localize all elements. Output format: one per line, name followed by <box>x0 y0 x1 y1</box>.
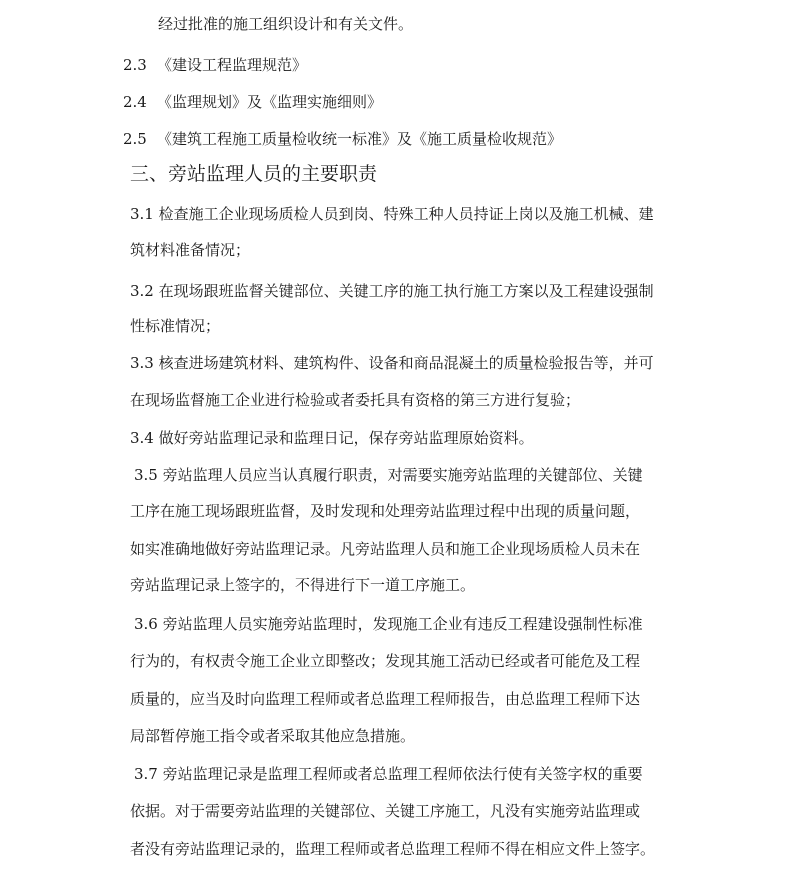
duty-line: 3.6 旁站监理人员实施旁站监理时，发现施工企业有违反工程建设强制性标准 <box>134 615 643 633</box>
duty-line: 3.4 做好旁站监理记录和监理日记，保存旁站监理原始资料。 <box>130 429 534 447</box>
duty-line: 3.1 检查施工企业现场质检人员到岗、特殊工种人员持证上岗以及施工机械、建 <box>130 205 654 223</box>
duty-line: 行为的，有权责令施工企业立即整改；发现其施工活动已经或者可能危及工程 <box>130 652 641 670</box>
duty-line: 如实准确地做好旁站监理记录。凡旁站监理人员和施工企业现场质检人员未在 <box>130 540 641 558</box>
duty-line: 质量的，应当及时向监理工程师或者总监理工程师报告，由总监理工程师下达 <box>130 690 641 708</box>
reference-text: 《建设工程监理规范》 <box>157 56 308 74</box>
reference-item <box>123 129 562 149</box>
reference-item <box>123 92 382 112</box>
reference-text: 《建筑工程施工质量检收统一标准》及《施工质量检收规范》 <box>157 130 563 148</box>
reference-number: 2.4 <box>123 93 147 111</box>
duty-line: 局部暂停施工指令或者采取其他应急措施。 <box>130 727 416 745</box>
intro-continuation: 经过批准的施工组织设计和有关文件。 <box>158 15 414 33</box>
reference-number: 2.5 <box>123 130 147 148</box>
duty-line: 3.7 旁站监理记录是监理工程师或者总监理工程师依法行使有关签字权的重要 <box>134 765 643 783</box>
duty-line: 3.3 核查进场建筑材料、建筑构件、设备和商品混凝土的质量检验报告等，并可 <box>130 354 654 372</box>
duty-line: 依据。对于需要旁站监理的关键部位、关键工序施工，凡没有实施旁站监理或 <box>130 802 641 820</box>
section-heading: 三、旁站监理人员的主要职责 <box>130 163 378 185</box>
reference-text: 《监理规划》及《监理实施细则》 <box>157 93 383 111</box>
reference-number: 2.3 <box>123 56 147 74</box>
duty-line: 旁站监理记录上签字的，不得进行下一道工序施工。 <box>130 576 476 594</box>
duty-line: 性标准情况； <box>130 317 221 335</box>
duty-line: 3.2 在现场跟班监督关键部位、关键工序的施工执行施工方案以及工程建设强制 <box>130 282 654 300</box>
duty-line: 在现场监督施工企业进行检验或者委托具有资格的第三方进行复验； <box>130 391 581 409</box>
duty-line: 工序在施工现场跟班监督，及时发现和处理旁站监理过程中出现的质量问题， <box>130 502 641 520</box>
duty-line: 筑材料准备情况； <box>130 241 251 259</box>
duty-line: 者没有旁站监理记录的，监理工程师或者总监理工程师不得在相应文件上签字。 <box>130 840 656 858</box>
reference-item <box>123 55 307 75</box>
duty-line: 3.5 旁站监理人员应当认真履行职责，对需要实施旁站监理的关键部位、关键 <box>134 466 643 484</box>
